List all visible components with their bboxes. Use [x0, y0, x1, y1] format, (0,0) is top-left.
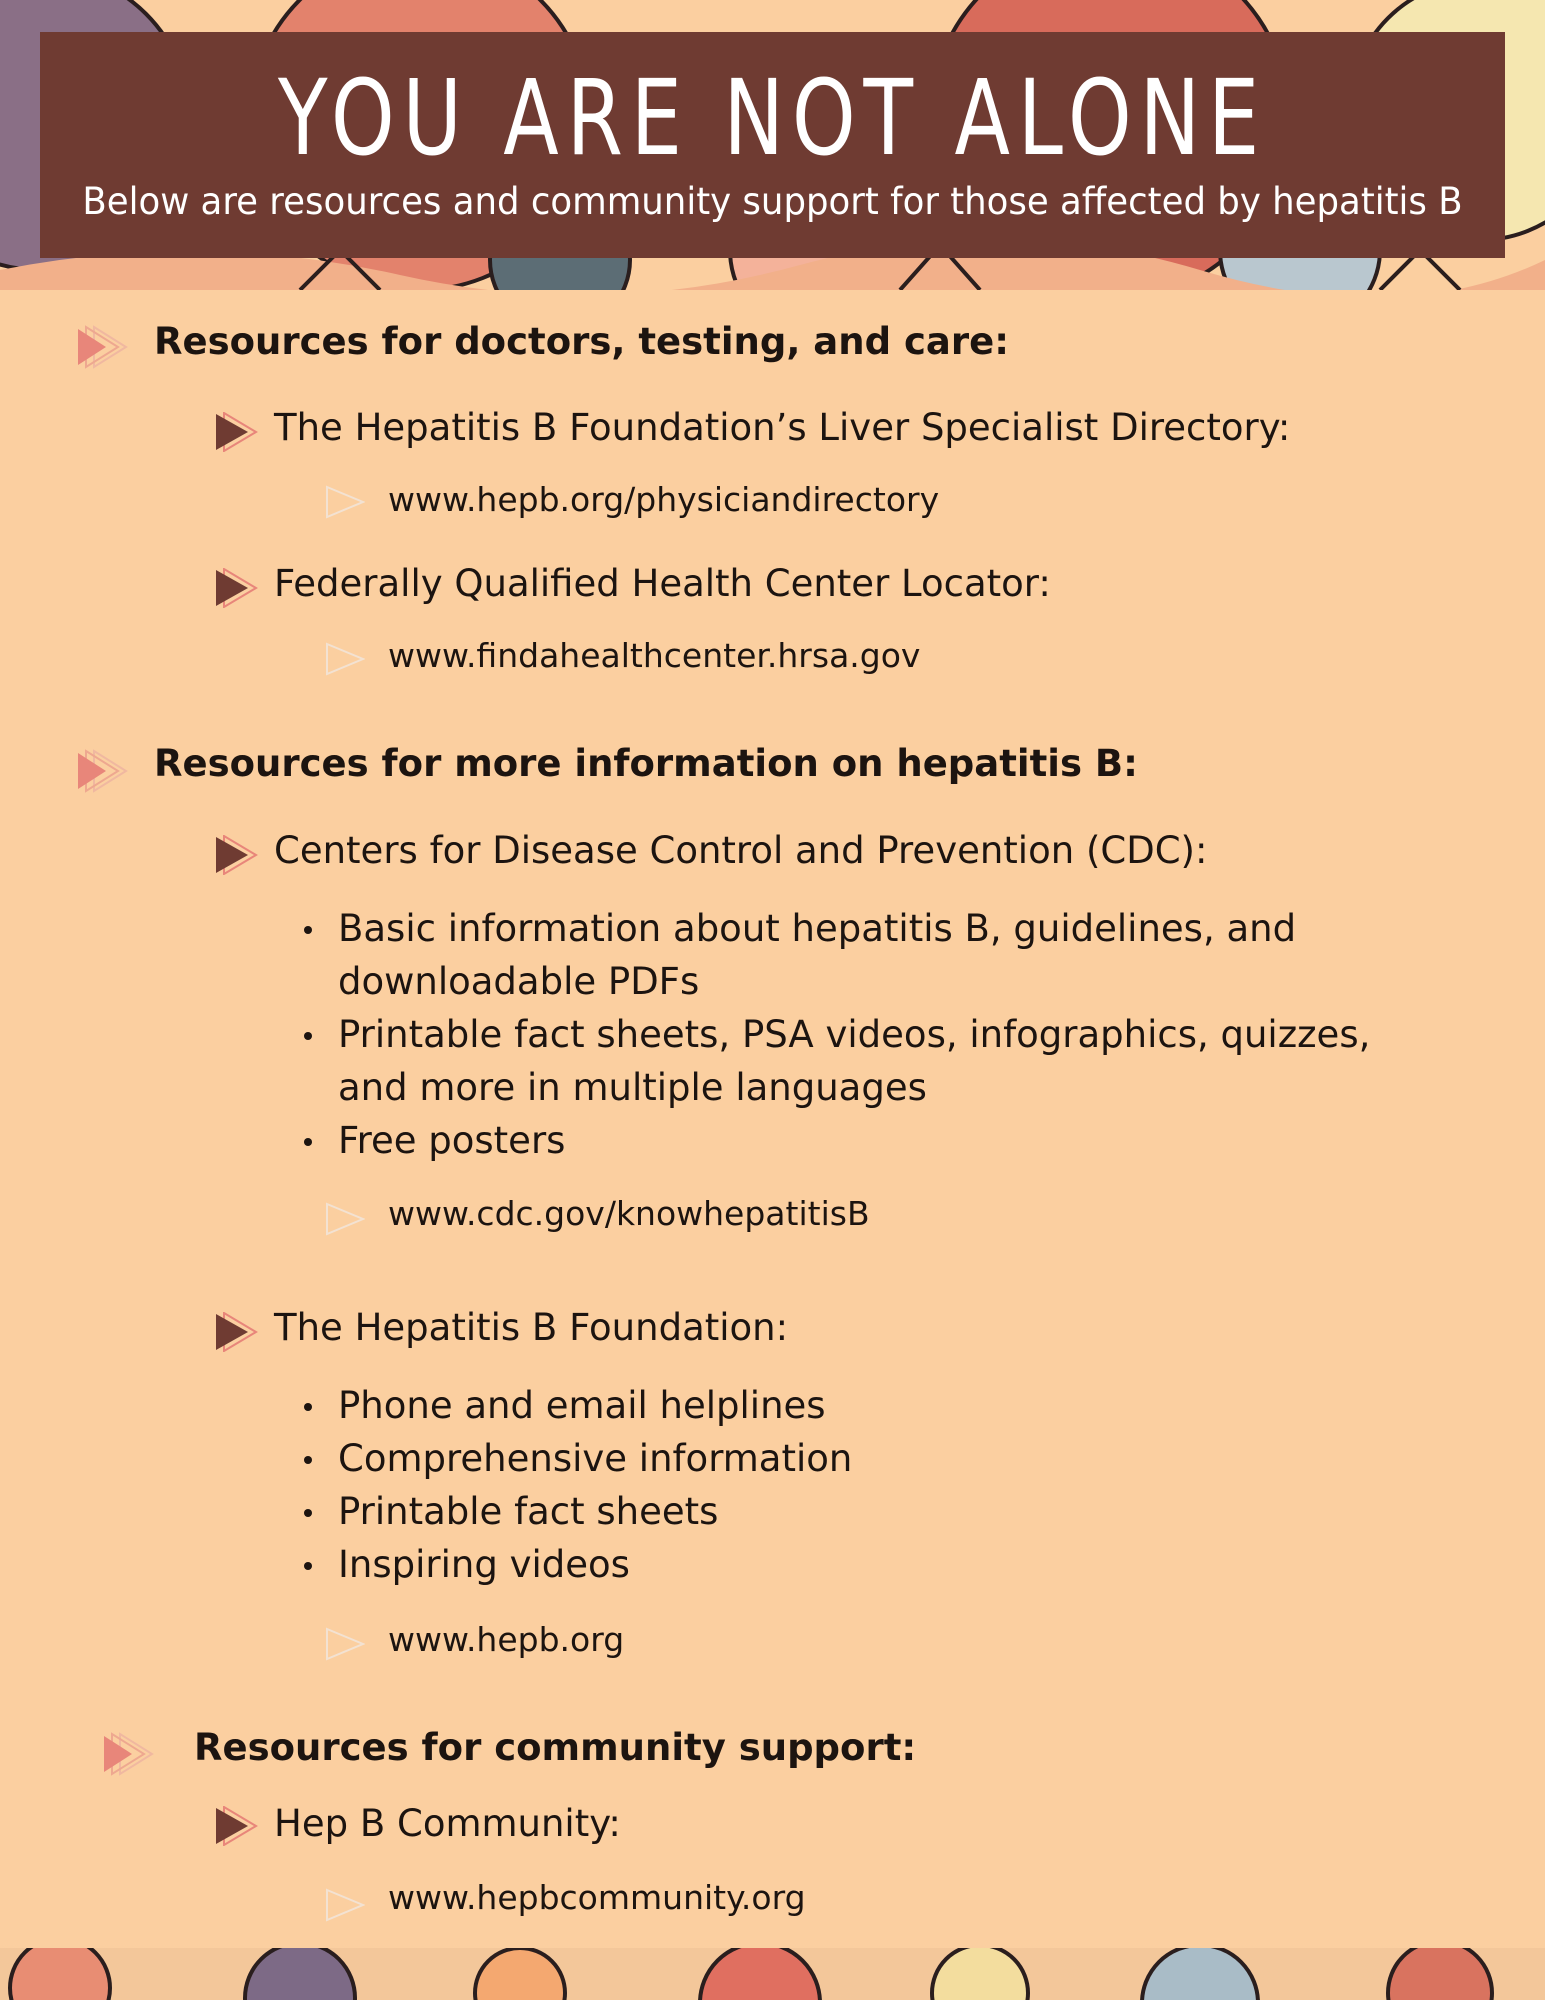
link-triangle-icon: [325, 1202, 365, 1236]
section-heading-information: Resources for more information on hepatitis B:: [154, 742, 1138, 785]
list-item: downloadable PDFs: [338, 960, 700, 1003]
list-item: Inspiring videos: [304, 1538, 852, 1591]
link-hepb-community[interactable]: www.hepbcommunity.org: [388, 1878, 806, 1917]
list-item: Printable fact sheets, PSA videos, infographics, quizzes,: [304, 1008, 1370, 1061]
resource-title-health-center-locator: Federally Qualified Health Center Locator:: [274, 562, 1051, 605]
subsection-triangle-icon: [214, 412, 258, 452]
section-triangle-icon: [76, 749, 128, 793]
section-triangle-icon: [76, 325, 128, 369]
list-item: Phone and email helplines: [304, 1379, 852, 1432]
subsection-triangle-icon: [214, 835, 258, 875]
resource-title-hepb-foundation: The Hepatitis B Foundation:: [274, 1306, 789, 1349]
cdc-feature-list: [304, 902, 1370, 1167]
page-subtitle: Below are resources and community support for those affected by hepatitis B: [82, 180, 1463, 223]
subsection-triangle-icon: [214, 568, 258, 608]
link-triangle-icon: [325, 1627, 365, 1661]
list-item: and more in multiple languages: [338, 1066, 927, 1109]
subsection-triangle-icon: [214, 1806, 258, 1846]
section-triangle-icon: [102, 1732, 154, 1776]
list-item: Comprehensive information: [304, 1432, 852, 1485]
link-physician-directory[interactable]: www.hepb.org/physiciandirectory: [388, 480, 940, 519]
link-triangle-icon: [325, 642, 365, 676]
resource-title-cdc: Centers for Disease Control and Prevention (CDC):: [274, 829, 1208, 872]
link-triangle-icon: [325, 485, 365, 519]
link-triangle-icon: [325, 1888, 365, 1922]
resource-title-liver-directory: The Hepatitis B Foundation’s Liver Specialist Directory:: [274, 406, 1291, 449]
link-find-health-center[interactable]: www.findahealthcenter.hrsa.gov: [388, 636, 921, 675]
list-item: Basic information about hepatitis B, guidelines, and: [304, 902, 1370, 955]
section-heading-doctors: Resources for doctors, testing, and care:: [154, 320, 1009, 363]
list-item: Printable fact sheets: [304, 1485, 852, 1538]
section-heading-community: Resources for community support:: [194, 1726, 917, 1769]
link-hepb-org[interactable]: www.hepb.org: [388, 1620, 625, 1659]
hepb-foundation-feature-list: [304, 1379, 852, 1591]
resource-title-hepb-community: Hep B Community:: [274, 1802, 621, 1845]
link-cdc-know-hepatitis-b[interactable]: www.cdc.gov/knowhepatitisB: [388, 1194, 870, 1233]
page-title: YOU ARE NOT ALONE: [277, 57, 1268, 179]
list-item: Free posters: [304, 1114, 1370, 1167]
subsection-triangle-icon: [214, 1312, 258, 1352]
